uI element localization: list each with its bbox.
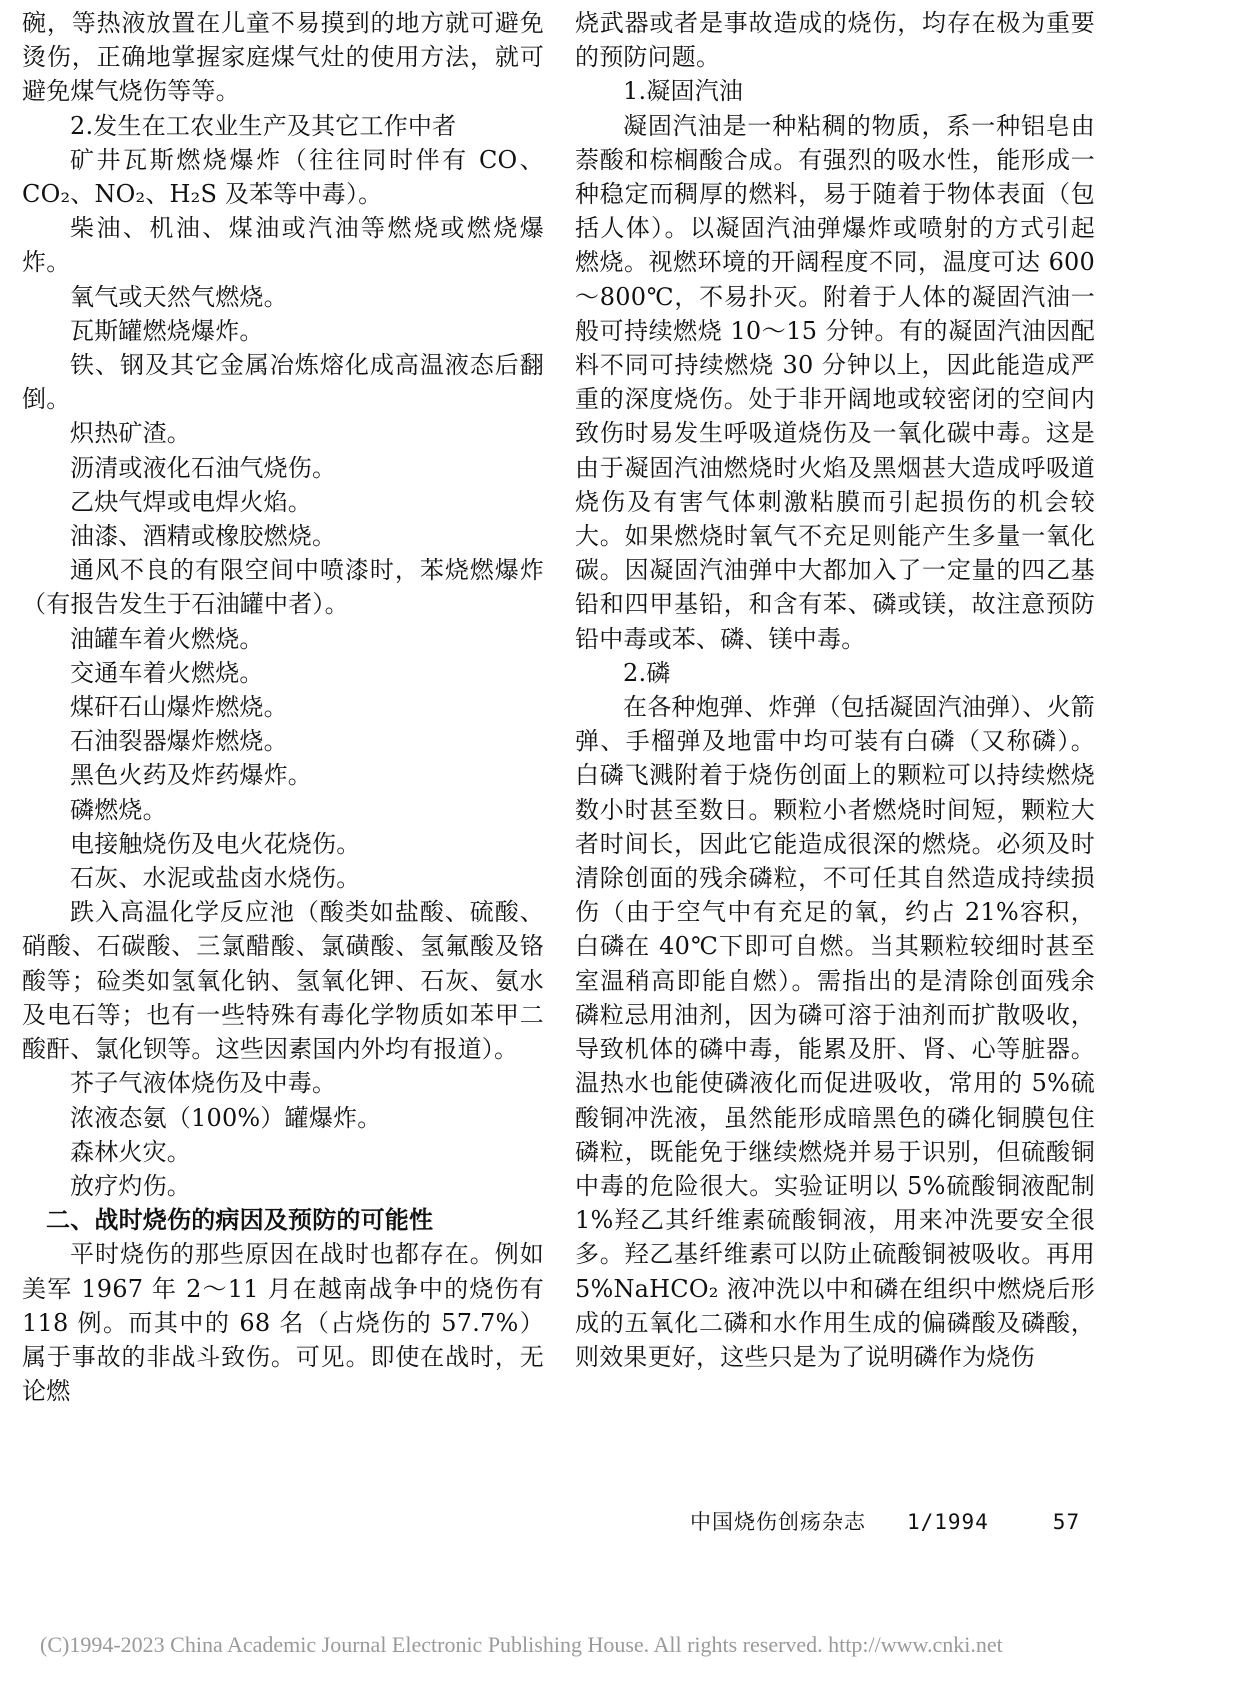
paragraph: 沥清或液化石油气烧伤。 <box>70 453 337 482</box>
paragraph: 森林火灾。 <box>70 1137 191 1166</box>
paragraph: 乙炔气焊或电焊火焰。 <box>70 487 312 516</box>
paragraph: 矿井瓦斯燃烧爆炸（往往同时伴有 CO、CO₂、NO₂、H₂S 及苯等中毒）。 <box>22 145 544 209</box>
paragraph: 交通车着火燃烧。 <box>70 658 264 687</box>
paragraph: 黑色火药及炸药爆炸。 <box>70 761 312 790</box>
paragraph: 2.发生在工农业生产及其它工作中者 <box>70 111 457 140</box>
paragraph: 碗，等热液放置在儿童不易摸到的地方就可避免烫伤，正确地掌握家庭煤气灶的使用方法，就可避免煤气烧伤等等。 <box>22 9 544 106</box>
paragraph: 石油裂器爆炸燃烧。 <box>70 727 288 756</box>
paragraph: 在各种炮弹、炸弹（包括凝固汽油弹）、火箭弹、手榴弹及地雷中均可装有白磷（又称磷）。白磷飞溅附着于烧伤创面上的颗粒可以持续燃烧数小时甚至数日。颗粒小者燃烧时间短，颗粒大者时间长，因此它能造成很深的燃烧。必须及时清除创面的残余磷粒，不可任其自然造成持续损伤（由于空气中有充足的氧，约占 21%容积，白磷在 40℃下即可自燃。当其颗粒较细时甚至室温稍高即能自燃）。需指出的是清除创面残余磷粒忌用油剂，因为磷可溶于油剂而扩散吸收，导致机体的磷中毒，能累及肝、肾、心等脏器。温热水也能使磷液化而促进吸收，常用的 5%硫酸铜冲洗液，虽然能形成暗黑色的磷化铜膜包住磷粒，既能免于继续燃烧并易于识别，但硫酸铜中毒的危险很大。实验证明以 5%硫酸铜液配制 1%羟乙其纤维素硫酸铜液，用来冲洗要安全很多。羟乙基纤维素可以防止硫酸铜被吸收。再用 5%NaHCO₂ 液冲洗以中和磷在组织中燃烧后形成的五氧化二磷和水作用生成的偏磷酸及磷酸，则效果更好，这些只是为了说明磷作为烧伤 <box>575 693 1095 1371</box>
issue-number: 1/1994 <box>906 1510 989 1534</box>
paragraph: 浓液态氨（100%）罐爆炸。 <box>70 1103 382 1132</box>
journal-name: 中国烧伤创疡杂志 <box>690 1510 866 1534</box>
paragraph: 柴油、机油、煤油或汽油等燃烧或燃烧爆炸。 <box>22 214 544 277</box>
paragraph: 1.凝固汽油 <box>623 77 744 106</box>
paragraph: 放疗灼伤。 <box>70 1171 191 1200</box>
page-footer <box>690 1506 1090 1536</box>
section-heading: 二、战时烧伤的病因及预防的可能性 <box>46 1205 434 1235</box>
paragraph: 2.磷 <box>623 658 671 687</box>
copyright-notice: (C)1994-2023 China Academic Journal Electronic Publishing House. All rights reserved. http://www.cnki.net <box>40 1632 1003 1657</box>
paragraph: 磷燃烧。 <box>70 795 167 824</box>
paragraph: 通风不良的有限空间中喷漆时，苯烧燃爆炸（有报告发生于石油罐中者）。 <box>22 556 544 619</box>
paragraph: 瓦斯罐燃烧爆炸。 <box>70 316 264 345</box>
paragraph: 油漆、酒精或橡胶燃烧。 <box>70 522 337 551</box>
page-number: 57 <box>1052 1510 1081 1534</box>
paragraph: 跌入高温化学反应池（酸类如盐酸、硫酸、硝酸、石碳酸、三氯醋酸、氯磺酸、氢氟酸及铬酸等；硷类如氢氧化钠、氢氧化钾、石灰、氨水及电石等；也有一些特殊有毒化学物质如苯甲二酸酐、氯化钡等。这些因素国内外均有报道）。 <box>22 898 544 1064</box>
paragraph: 煤矸石山爆炸燃烧。 <box>70 693 288 722</box>
paragraph: 烧武器或者是事故造成的烧伤，均存在极为重要的预防问题。 <box>575 9 1095 72</box>
paragraph: 铁、钢及其它金属冶炼熔化成高温液态后翻倒。 <box>22 351 544 414</box>
paragraph: 油罐车着火燃烧。 <box>70 624 264 653</box>
paragraph: 电接触烧伤及电火花烧伤。 <box>70 829 361 858</box>
right-column <box>575 6 1095 1374</box>
paragraph: 芥子气液体烧伤及中毒。 <box>70 1069 337 1098</box>
paragraph: 炽热矿渣。 <box>70 419 191 448</box>
paragraph: 凝固汽油是一种粘稠的物质，系一种铝皂由萘酸和棕榈酸合成。有强烈的吸水性，能形成一种稳定而稠厚的燃料，易于随着于物体表面（包括人体）。以凝固汽油弹爆炸或喷射的方式引起燃烧。视燃环境的开阔程度不同，温度可达 600～800℃，不易扑灭。附着于人体的凝固汽油一般可持续燃烧 10～15 分钟。有的凝固汽油因配料不同可持续燃烧 30 分钟以上，因此能造成严重的深度烧伤。处于非开阔地或较密闭的空间内致伤时易发生呼吸道烧伤及一氧化碳中毒。这是由于凝固汽油燃烧时火焰及黑烟甚大造成呼吸道烧伤及有害气体刺激粘膜而引起损伤的机会较大。如果燃烧时氧气不充足则能产生多量一氧化碳。因凝固汽油弹中大都加入了一定量的四乙基铅和四甲基铅，和含有苯、磷或镁，故注意预防铅中毒或苯、磷、镁中毒。 <box>575 111 1095 653</box>
paragraph: 平时烧伤的那些原因在战时也都存在。例如美军 1967 年 2～11 月在越南战争中的烧伤有 118 例。而其中的 68 名（占烧伤的 57.7%）属于事故的非战斗致伤。可见。即使在战时，无论燃 <box>22 1240 544 1406</box>
paragraph: 石灰、水泥或盐卤水烧伤。 <box>70 864 361 893</box>
paragraph: 氧气或天然气燃烧。 <box>70 282 288 311</box>
left-column <box>22 6 544 1408</box>
